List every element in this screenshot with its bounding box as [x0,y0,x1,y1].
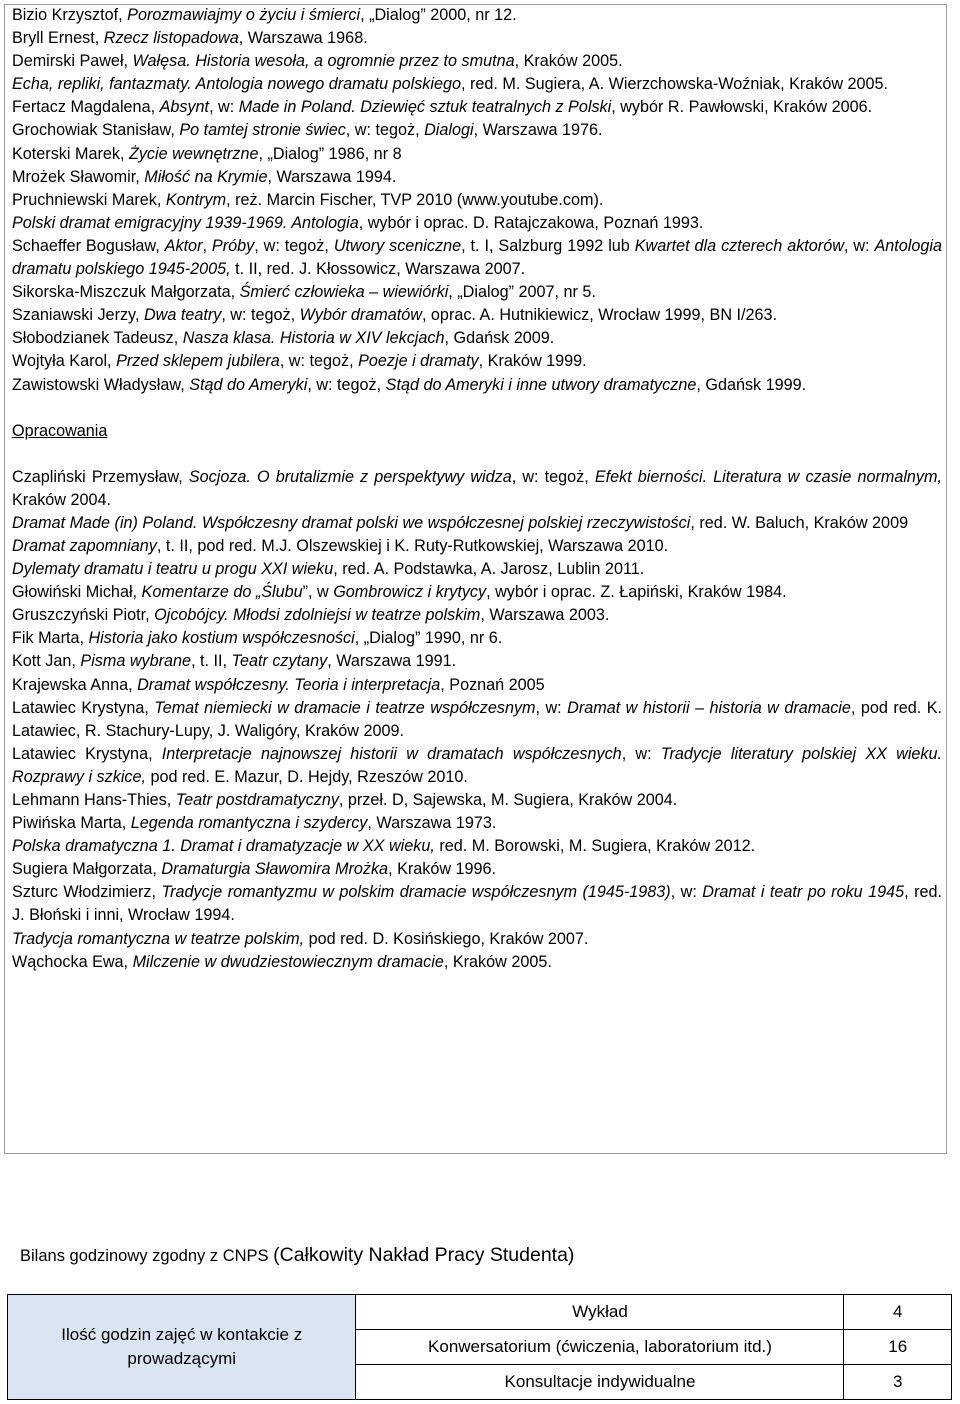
entry-title: Poezje i dramaty [358,352,479,371]
bibliography-entry [12,350,942,373]
entry-text: , w: [670,883,703,902]
bibliography-entry [12,881,942,927]
studies-list [12,466,942,974]
entry-text: Wojtyła Karol, [12,352,117,371]
entry-text: Koterski Marek, [12,144,129,163]
entry-title: Polski dramat emigracyjny 1939-1969. Antologia [12,213,359,232]
entry-text: Słobodzianek Tadeusz, [12,329,183,348]
entry-title: Temat niemiecki w dramacie i teatrze współczesnym [154,698,536,717]
bibliography-entry [12,466,942,512]
entry-title: Efekt bierności. Literatura w czasie normalnym, [594,467,942,486]
entry-text: , Warszawa 1973. [367,814,497,833]
entry-text: pod red. D. Kosińskiego, Kraków 2007. [304,929,589,948]
bibliography-entry [12,73,942,96]
entry-text: , Poznań 2005 [440,675,545,694]
entry-text: , red. A. Podstawka, A. Jarosz, Lublin 2011. [333,560,645,579]
entry-title: Dramat w historii – historia w dramacie [567,698,851,717]
bibliography [12,4,942,974]
entry-text: , reż. Marcin Fischer, TVP 2010 (www.youtube.com). [226,190,604,209]
entry-text: Krajewska Anna, [12,675,138,694]
entry-text: , pod red. K. Latawiec, R. Stachury-Lupy, J. Waligóry, Kraków 2009. [12,698,942,740]
entry-title: Śmierć człowieka – wiewiórki [239,283,449,302]
entry-title: Gombrowicz i krytycy [333,583,487,602]
entry-title: Dramat i teatr po roku 1945 [702,883,905,902]
entry-title: Interpretacje najnowszej historii w dramatach współczesnych [161,744,622,763]
entry-title: Tradycja romantyczna w teatrze polskim, [12,929,305,948]
bibliography-entry [12,327,942,350]
entry-text: , Kraków 2005. [443,952,552,971]
entry-title: Kwartet dla czterech aktorów [634,236,844,255]
entry-text: Fik Marta, [12,629,89,648]
entry-title: Dramaturgia Sławomira Mrożka [161,860,389,879]
bibliography-entry [12,627,942,650]
hours-cell: 16 [844,1330,952,1365]
entry-text: , t. I, Salzburg 1992 lub [461,236,635,255]
bibliography-entry [12,50,942,73]
entry-text: , [202,236,212,255]
bibliography-entry [12,789,942,812]
entry-text: , Warszawa 1976. [473,121,603,140]
caption-suffix: (Całkowity Nakład Pracy Studenta) [273,1244,575,1266]
entry-text: red. M. Borowski, M. Sugiera, Kraków 2012. [434,837,756,856]
bibliography-entry [12,743,942,789]
entry-text: , red. J. Błoński i inni, Wrocław 1994. [12,883,942,925]
entry-title: Echa, repliki, fantazmaty. Antologia nowego dramatu polskiego [12,75,462,94]
entry-text: Wąchocka Ewa, [12,952,133,971]
entry-title: Próby [211,236,255,255]
entry-title: Miłość na Krymie [144,167,268,186]
entry-text: Zawistowski Władysław, [12,375,190,394]
entry-title: Dwa teatry [143,306,222,325]
entry-text: Latawiec Krystyna, [12,744,162,763]
contact-hours-label: Ilość godzin zajęć w kontakcie z prowadzącymi [8,1295,356,1400]
bibliography-entry [12,951,942,974]
entry-text: , Gdańsk 2009. [444,329,555,348]
entry-title: Dialogi [424,121,474,140]
entry-text: , Kraków 1996. [388,860,497,879]
entry-text: , „Dialog” 2007, nr 5. [448,283,596,302]
entry-text: Schaeffer Bogusław, [12,236,165,255]
activity-cell: Wykład [356,1295,844,1330]
entry-text: , Gdańsk 1999. [696,375,807,394]
entry-title: Utwory sceniczne [333,236,462,255]
bibliography-entry [12,166,942,189]
entry-text: , t. II, [191,652,232,671]
entry-title: Życie wewnętrzne [128,144,259,163]
entry-text: Kott Jan, [12,652,81,671]
bibliography-entry [12,143,942,166]
entry-title: Porozmawiajmy o życiu i śmierci [127,6,361,24]
bibliography-entry [12,535,942,558]
entry-text: Szaniawski Jerzy, [12,306,144,325]
entry-text: Demirski Paweł, [12,52,133,71]
entry-text: , t. II, pod red. M.J. Olszewskiej i K. Ruty-Rutkowskiej, Warszawa 2010. [156,536,669,555]
entry-title: Wybór dramatów [299,306,422,325]
bibliography-entry [12,697,942,743]
entry-text: Grochowiak Stanisław, [12,121,180,140]
entry-text: , wybór i oprac. D. Ratajczakowa, Poznań 1993. [358,213,704,232]
bibliography-entry [12,96,942,119]
bibliography-entry [12,212,942,235]
entry-title: Made in Poland. Dziewięć sztuk teatralnych z Polski [238,98,612,117]
entry-title: Milczenie w dwudziestowiecznym dramacie [132,952,444,971]
entry-title: Stąd do Ameryki i inne utwory dramatyczne [385,375,697,394]
entry-title: Przed sklepem jubilera [116,352,280,371]
caption-prefix: Bilans godzinowy zgodny z CNPS [20,1247,269,1265]
entry-text: Mrożek Sławomir, [12,167,145,186]
entry-title: Antologia dramatu polskiego 1945-2005, [12,236,942,279]
entry-title: Aktor [164,236,203,255]
entry-title: Tradycje romantyzmu w polskim dramacie współczesnym (1945-1983) [161,883,671,902]
entry-text: , Warszawa 2003. [480,606,610,625]
entry-title: Absynt [159,98,210,117]
entry-text: Fertacz Magdalena, [12,98,160,117]
entry-title: Dramat Made (in) Poland. Współczesny dramat polski we współczesnej polskiej rzeczywistości [12,513,691,532]
entry-title: Wałęsa. Historia wesoła, a ogromnie przez to smutna [132,52,515,71]
entry-text: , Warszawa 1968. [238,29,368,48]
entry-title: Nasza klasa. Historia w XIV lekcjach [182,329,445,348]
entry-text: Kraków 2004. [12,490,111,509]
entry-text: , w: tegoż, [307,375,386,394]
bibliography-entry [12,812,942,835]
entry-title: Komentarze do „Ślubu [141,583,303,602]
entry-title: Kontrym [165,190,227,209]
activity-cell: Konwersatorium (ćwiczenia, laboratorium itd.) [356,1330,844,1365]
entry-text: , oprac. A. Hutnikiewicz, Wrocław 1999, BN I/263. [421,306,778,325]
entry-text: , w: [209,98,239,117]
entry-title: Tradycje literatury polskiej XX wieku. Rozprawy i szkice, [12,744,943,786]
entry-text: Gruszczyński Piotr, [12,606,155,625]
entry-text: , w: tegoż, [345,121,425,140]
entry-text: , „Dialog” 2000, nr 12. [360,6,517,24]
entry-text: , w: [843,236,875,255]
entry-text: ”, w [302,583,334,602]
bibliography-entry [12,835,942,858]
bibliography-entry [12,189,942,212]
entry-title: Po tamtej stronie świec [179,121,346,140]
entry-text: , red. M. Sugiera, A. Wierzchowska-Woźniak, Kraków 2005. [461,75,889,94]
bibliography-entry [12,304,942,327]
entry-text: , w: tegoż, [221,306,300,325]
entry-text: , Warszawa 1994. [267,167,397,186]
entry-text: , przeł. D, Sajewska, M. Sugiera, Kraków 2004. [338,791,678,809]
bibliography-entry [12,858,942,881]
bibliography-entry [12,374,942,397]
hours-balance-caption [20,1244,574,1267]
entry-text: , Warszawa 1991. [327,652,457,671]
entry-text: Sugiera Małgorzata, [12,860,162,879]
entry-title: Ojcobójcy. Młodsi zdolniejsi w teatrze polskim [154,606,481,625]
bibliography-entry [12,512,942,535]
bibliography-entry [12,604,942,627]
bibliography-entry [12,119,942,142]
entry-text: Pruchniewski Marek, [12,190,166,209]
entry-text: Latawiec Krystyna, [12,698,155,717]
entry-text: pod red. E. Mazur, D. Hejdy, Rzeszów 2010. [146,767,468,786]
entry-title: Stąd do Ameryki [189,375,308,394]
entry-text: , w: tegoż, [279,352,359,371]
section-heading: Opracowania [12,421,108,440]
spacer [12,397,942,420]
entry-text: , wybór R. Pawłowski, Kraków 2006. [611,98,873,117]
entry-text: Piwińska Marta, [12,814,131,833]
bibliography-entry [12,581,942,604]
entry-text: Głowiński Michał, [12,583,142,602]
hours-cell: 4 [844,1295,952,1330]
entry-text: Czapliński Przemysław, [12,467,189,486]
entry-text: t. II, red. J. Kłossowicz, Warszawa 2007. [230,260,526,279]
entry-title: Pisma wybrane [80,652,192,671]
entry-text: , Kraków 1999. [478,352,587,371]
entry-text: , w: [535,698,568,717]
entry-text: , w: tegoż, [254,236,334,255]
entry-title: Historia jako kostium współczesności [88,629,355,648]
table-row [8,1295,952,1330]
entry-text: Bryll Ernest, [12,29,104,48]
entry-title: Legenda romantyczna i szydercy [130,814,368,833]
activity-cell: Konsultacje indywidualne [356,1365,844,1400]
entry-text: , Kraków 2005. [514,52,623,71]
entry-title: Socjoza. O brutalizmie z perspektywy widza [188,467,512,486]
bibliography-entry [12,650,942,673]
entry-text: Bizio Krzysztof, [12,6,128,24]
hours-cell: 3 [844,1365,952,1400]
entry-text: , „Dialog” 1990, nr 6. [354,629,503,648]
entry-title: Teatr postdramatyczny [175,791,339,809]
entry-text: Lehmann Hans-Thies, [12,791,176,809]
entry-text: , wybór i oprac. Z. Łapiński, Kraków 1984. [486,583,787,602]
entry-title: Dylematy dramatu i teatru u progu XXI wieku [12,560,334,579]
entry-text: , red. W. Baluch, Kraków 2009 [690,513,909,532]
entry-title: Rzecz listopadowa [103,29,239,48]
bibliography-entry [12,928,942,951]
entry-text: Szturc Włodzimierz, [12,883,162,902]
bibliography-entry [12,558,942,581]
entry-title: Polska dramatyczna 1. Dramat i dramatyzacje w XX wieku, [12,837,435,856]
entry-text: Sikorska-Miszczuk Małgorzata, [12,283,240,302]
bibliography-entry [12,674,942,697]
entry-title: Teatr czytany [231,652,328,671]
bibliography-entry [12,281,942,304]
entry-text: , w: tegoż, [511,467,595,486]
entry-text: , „Dialog” 1986, nr 8 [258,144,402,163]
bibliography-entry [12,4,942,27]
entry-title: Dramat współczesny. Teoria i interpretacja [137,675,441,694]
entry-text: , w: [621,744,661,763]
bibliography-entry [12,235,942,281]
entry-title: Dramat zapomniany [12,536,157,555]
primary-sources-list [12,4,942,397]
hours-table [7,1294,952,1400]
bibliography-entry [12,27,942,50]
